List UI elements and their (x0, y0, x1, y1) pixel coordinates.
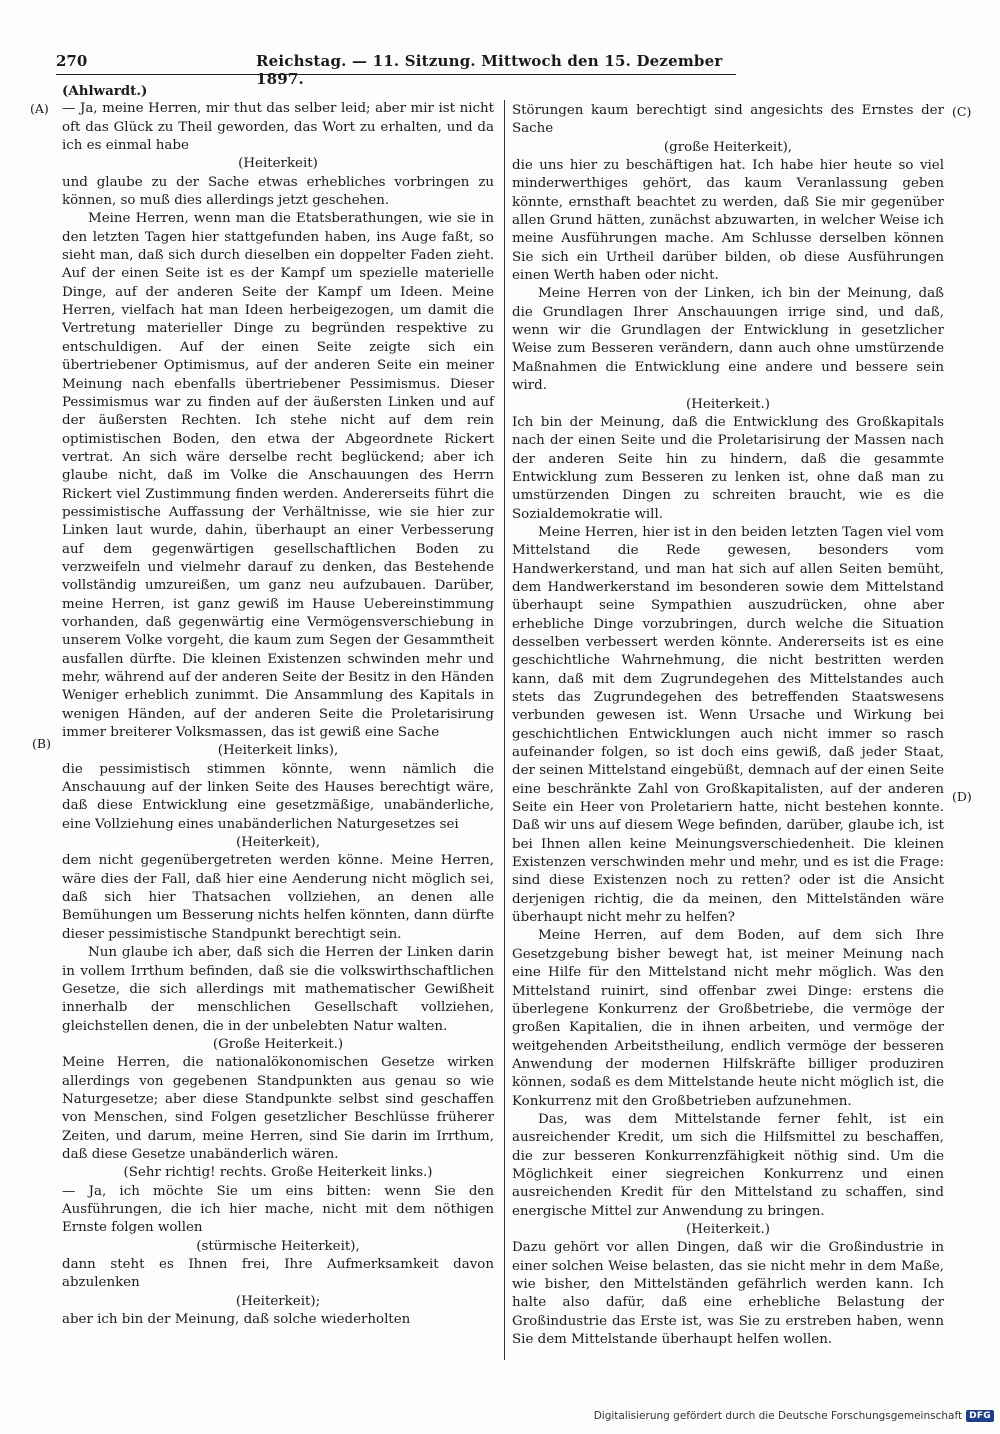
paragraph: dann steht es Ihnen frei, Ihre Aufmerksamkeit davon abzulenken (62, 1257, 494, 1291)
paragraph: aber ich bin der Meinung, daß solche wiederholten (62, 1312, 411, 1328)
running-title: Reichstag. — 11. Sitzung. Mittwoch den 15. Dezember 1897. (256, 52, 723, 88)
interjection: (Heiterkeit.) (686, 396, 770, 412)
interjection: (Heiterkeit links), (217, 743, 339, 759)
paragraph: Ich bin der Meinung, daß die Entwicklung des Großkapitals nach der einen Seite und die Proletarisirung der Massen nach der anderen Seite hin zu hindern, daß die gesammte Entwicklung zum Besseren zu lenken ist, ohne daß man zu umstürzenden Dingen zu schreiten braucht, wie es die Sozialdemokratie will. (512, 414, 944, 522)
paragraph: Meine Herren, wenn man die Etatsberathungen, wie sie in den letzten Tagen hier stattgefunden haben, ins Auge faßt, so sieht man, daß sich durch dieselben ein doppelter Faden zieht. Auf der einen Seite ist es der Kampf um spezielle materielle Dinge, auf der anderen Seite der Kampf um Ideen. Meine Herren, vielfach hat man Ideen herbeigezogen, um damit die Vertretung materieller Dinge zu begründen respektive zu entschuldigen. Auf der einen Seite zeigte sich ein übertriebener Optimismus, auf der anderen Seite ein meiner Meinung nach ebenfalls übertriebener Pessimismus. Dieser Pessimismus war zu finden auf der äußersten Linken und auf der äußersten Rechten. Ich stehe nicht auf dem rein optimistischen Boden, den etwa der Abgeordnete Rickert vertrat. An sich wäre derselbe recht beglückend; aber ich glaube nicht, daß im Volke die Anschauungen des Herrn Rickert viel Zustimmung finden werden. Andererseits führt die pessimistische Auffassung der Verhältnisse, wie sie hier zur Linken laut wurde, dahin, überhaupt an einer Verbesserung auf dem gegenwärtigen gesellschaftlichen Boden zu verzweifeln und vielmehr darauf zu denken, das Bestehende vollständig umzureißen, um ganz neu aufzubauen. Darüber, meine Herren, ist ganz gewiß im Hause Uebereinstimmung vorhanden, daß gegenwärtig eine Vermögensverschiebung in unserem Volke vorgeht, die kaum zum Segen der Gesammtheit ausfallen dürfte. Die kleinen Existenzen schwinden mehr und mehr, während auf der anderen Seite der Besitz in den Händen Weniger erheblich zunimmt. Die Ansammlung des Kapitals in wenigen Händen, auf der anderen Seite die Proletarisirung immer breiterer Volksmassen, das ist gewiß eine Sache (62, 211, 494, 741)
paragraph: die uns hier zu beschäftigen hat. Ich habe hier heute so viel minderwerthiges gehört, das kaum Veranlassung geben könnte, ernsthaft beachtet zu werden, daß Sie mir gegenüber allen Grund hätten, zunächst abzuwarten, in welcher Weise ich meine Ausführungen mache. Am Schlusse derselben können Sie sich ein Urtheil darüber bilden, ob diese Ausführungen einen Werth haben oder nicht. (512, 158, 944, 284)
left-column (62, 82, 494, 1329)
paragraph: Meine Herren, die nationalökonomischen Gesetze wirken allerdings von gegebenen Standpunkten aus genau so wie Naturgesetze; aber diese Standpunkte selbst sind geschaffen von Menschen, sind Folgen gesetzlicher Beschlüsse früherer Zeiten, und darum, meine Herren, sind Sie darin im Irrthum, daß diese Gesetze unabänderlich wären. (62, 1055, 494, 1162)
paragraph: Störungen kaum berechtigt sind angesichts des Ernstes der Sache (512, 103, 944, 137)
paragraph: die pessimistisch stimmen könnte, wenn nämlich die Anschauung auf der linken Seite des Hauses berechtigt wäre, daß diese Entwicklung eine gesetzmäßige, unabänderliche, eine Vollziehung eines unabänderlichen Naturgesetzes sei (62, 761, 494, 832)
paragraph: Meine Herren, hier ist in den beiden letzten Tagen viel vom Mittelstand die Rede gewesen, besonders vom Handwerkerstand, und man hat sich auf allen Seiten bemüht, dem Handwerkerstand im besonderen sowie dem Mittelstand überhaupt seine Sympathien auszudrücken, ohne aber erhebliche Dinge vorzubringen, durch welche die Situation desselben verbessert werden könnte. Andererseits ist es eine geschichtliche Wahrnehmung, die nicht bestritten werden kann, daß mit dem Zugrundegehen des Mittelstandes auch stets das Zugrundegehen des betreffenden Staatswesens verbunden gewesen ist. Wenn Ursache und Wirkung bei geschichtlichen Entwicklungen auch nicht immer so rasch aufeinander folgen, so ist doch eins gewiß, daß jeder Staat, der seinen Mittelstand eingebüßt, demnach auf der einen Seite eine beschränkte Zahl von Großkapitalisten, auf der anderen Seite ein Heer von Proletariern hatte, nicht bestehen konnte. Daß wir uns auf diesem Wege befinden, darüber, glaube ich, ist bei Ihnen allen keine Meinungsverschiedenheit. Die kleinen Existenzen verschwinden mehr und mehr, und es ist die Frage: sind diese Existenzen noch zu retten? oder ist die Ansicht derjenigen richtig, die da meinen, den Mittelständen wäre überhaupt nicht mehr zu helfen? (512, 524, 944, 926)
interjection: (stürmische Heiterkeit), (196, 1238, 360, 1254)
footer-credit-text: Digitalisierung gefördert durch die Deutsche Forschungsgemeinschaft (593, 1410, 963, 1422)
paragraph: und glaube zu der Sache etwas erhebliches vorbringen zu können, so muß dies allerdings jetzt geschehen. (62, 174, 494, 209)
speaker-name: (Ahlwardt.) (62, 83, 148, 99)
paragraph: Meine Herren, auf dem Boden, auf dem sich Ihre Gesetzgebung bisher bewegt hat, ist meiner Meinung nach eine Hilfe für den Mittelstand nicht mehr möglich. Was den Mittelstand ruinirt, sind offenbar zwei Dinge: erstens die überlegene Konkurrenz der Großbetriebe, die vermöge der großen Kapitalien, die in ihnen arbeiten, und vermöge der weitgehenden Arbeitstheilung, endlich vermöge der besseren Anwendung der modernen Hilfskräfte billiger produziren können, sodaß es dem Mittelstande heute nicht möglich ist, die Konkurrenz mit den Großbetrieben aufzunehmen. (512, 928, 944, 1109)
dfg-logo-icon: DFG (966, 1410, 994, 1422)
left-column-body (62, 100, 494, 1329)
margin-mark-a: (A) (30, 101, 49, 116)
paragraph: Dazu gehört vor allen Dingen, daß wir die Großindustrie in einer solchen Weise belasten, das sie nicht mehr in dem Maße, wie bisher, den Mittelständen gefährlich werden kann. Ich halte also dafür, daß eine erhebliche Belastung der Großindustrie das Erste ist, was Sie zu erstreben haben, wenn Sie dem Mittelstande überhaupt helfen wollen. (512, 1240, 944, 1348)
interjection: (große Heiterkeit), (663, 139, 793, 155)
paragraph: Nun glaube ich aber, daß sich die Herren der Linken darin in vollem Irrthum befinden, daß sie die volkswirthschaftlichen Gesetze, die sich allerdings mit mathematischer Gewißheit innerhalb der menschlichen Gesellschaft vollziehen, gleichstellen denen, die in der unbelebten Natur walten. (62, 945, 494, 1034)
interjection: (Heiterkeit.) (686, 1221, 770, 1237)
interjection: (Heiterkeit); (235, 1293, 321, 1309)
interjection: (Sehr richtig! rechts. Große Heiterkeit links.) (123, 1165, 433, 1181)
margin-mark-b: (B) (32, 736, 51, 751)
paragraph: — Ja, ich möchte Sie um eins bitten: wenn Sie den Ausführungen, die ich hier mache, nicht mit dem nöthigen Ernste folgen wollen (62, 1183, 494, 1236)
right-column-body (512, 102, 944, 1349)
interjection: (Heiterkeit) (238, 156, 318, 172)
right-column (512, 102, 944, 1349)
paragraph: — Ja, meine Herren, mir thut das selber leid; aber mir ist nicht oft das Glück zu Theil geworden, das Wort zu erhalten, und da ich es einmal habe (62, 101, 494, 154)
page-header (56, 50, 736, 88)
paragraph: Das, was dem Mittelstande ferner fehlt, ist ein ausreichender Kredit, um sich die Hilfsmittel zu beschaffen, die zur besseren Konkurrenzfähigkeit nöthig sind. Um die Möglichkeit einer siegreichen Konkurrenz und einen ausreichenden Kredit für den Mittelstand zu schaffen, sind energische Mittel zur Anwendung zu bringen. (512, 1111, 944, 1219)
column-divider (504, 100, 505, 1360)
footer-credit (594, 1410, 994, 1422)
margin-mark-d: (D) (952, 789, 972, 804)
interjection: (Große Heiterkeit.) (212, 1036, 344, 1052)
page-number: 270 (56, 52, 88, 70)
paragraph: Meine Herren von der Linken, ich bin der Meinung, daß die Grundlagen Ihrer Anschauungen irrige sind, und daß, wenn wir die Grundlagen der Entwicklung in gesetzlicher Weise zum Besseren verändern, dann auch ohne umstürzende Maßnahmen die Entwicklung eine andere und bessere sein wird. (512, 286, 944, 394)
interjection: (Heiterkeit), (236, 835, 320, 851)
paragraph: dem nicht gegenübergetreten werden könne. Meine Herren, wäre dies der Fall, daß hier eine Aenderung nicht möglich sei, daß sich hier Thatsachen vollziehen, an denen alle Bemühungen um Besserung nichts helfen könnten, dann dürfte dieser pessimistische Standpunkt berechtigt sein. (62, 853, 494, 942)
margin-mark-c: (C) (952, 104, 972, 119)
